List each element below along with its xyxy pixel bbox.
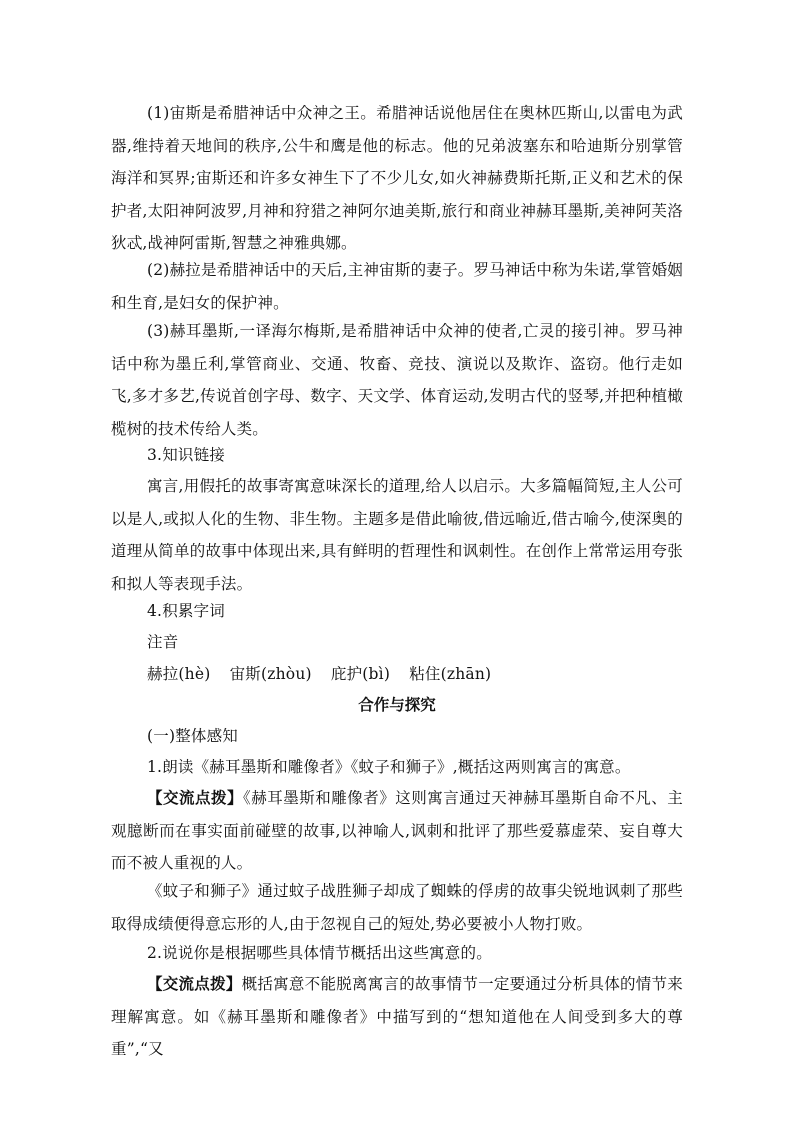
heading-vocabulary: 4.积累字词	[147, 602, 225, 620]
section-title: 合作与探究	[358, 695, 436, 714]
subheading-overall: (一)整体感知	[147, 727, 238, 745]
answer-1-text: 《赫耳墨斯和雕像者》这则寓言通过天神赫耳墨斯自命不凡、主观臆断而在事实面前碰壁的故事,以神喻人,讽刺和批评了那些爱慕虚荣、妄自尊大而不被人重视的人。	[111, 789, 683, 872]
paragraph-hermes: (3)赫耳墨斯,一译海尔梅斯,是希腊神话中众神的使者,亡灵的接引神。罗马神话中称为墨丘利,掌管商业、交通、牧畜、竞技、演说以及欺诈、盗窃。他行走如飞,多才多艺,传说首创字母、数字、天文学、体育运动,发明古代的竖琴,并把种植橄榄树的技术传给人类。	[111, 322, 683, 438]
answer-2	[111, 968, 683, 1066]
answer-2-text: 概括寓意不能脱离寓言的故事情节一定要通过分析具体的情节来理解寓意。如《赫耳墨斯和雕像者》中描写到的“想知道他在人间受到多大的尊重”,“又	[111, 975, 684, 1058]
heading-knowledge-link: 3.知识链接	[147, 446, 225, 464]
vocab-word: 宙斯(zhòu)	[229, 665, 312, 683]
label-zhuyin: 注音	[147, 633, 179, 651]
answer-tag: 【交流点拨】	[147, 788, 244, 807]
question-2: 2.说说你是根据哪些具体情节概括出这些寓意的。	[147, 944, 492, 962]
paragraph-hera: (2)赫拉是希腊神话中的天后,主神宙斯的妻子。罗马神话中称为朱诺,掌管婚姻和生育,是妇女的保护神。	[111, 261, 683, 312]
answer-tag: 【交流点拨】	[147, 974, 242, 993]
answer-1b: 《蚊子和狮子》通过蚊子战胜狮子却成了蜘蛛的俘虏的故事尖锐地讽刺了那些取得成绩便得意忘形的人,由于忽视自己的短处,势必要被小人物打败。	[111, 882, 683, 933]
paragraph-zeus: (1)宙斯是希腊神话中众神之王。希腊神话说他居住在奥林匹斯山,以雷电为武器,维持着天地间的秩序,公牛和鹰是他的标志。他的兄弟波塞东和哈迪斯分别掌管海洋和冥界;宙斯还和许多女神生下了不少儿女,如火神赫费斯托斯,正义和艺术的保护者,太阳神阿波罗,月神和狩猎之神阿尔迪美斯,旅行和商业神赫耳墨斯,美神阿芙洛狄忒,战神阿雷斯,智慧之神雅典娜。	[111, 104, 683, 252]
answer-1	[111, 782, 683, 880]
vocab-word: 粘住(zhān)	[409, 665, 492, 683]
vocab-word: 赫拉(hè)	[147, 665, 211, 683]
vocabulary-list	[111, 658, 683, 691]
paragraph-fable: 寓言,用假托的故事寄寓意味深长的道理,给人以启示。大多篇幅简短,主人公可以是人,或拟人化的生物、非生物。主题多是借此喻彼,借远喻近,借古喻今,使深奥的道理从简单的故事中体现出来,具有鲜明的哲理性和讽刺性。在创作上常常运用夸张和拟人等表现手法。	[111, 477, 683, 593]
question-1: 1.朗读《赫耳墨斯和雕像者》《蚊子和狮子》,概括这两则寓言的寓意。	[147, 758, 631, 776]
vocab-word: 庇护(bì)	[330, 665, 391, 683]
